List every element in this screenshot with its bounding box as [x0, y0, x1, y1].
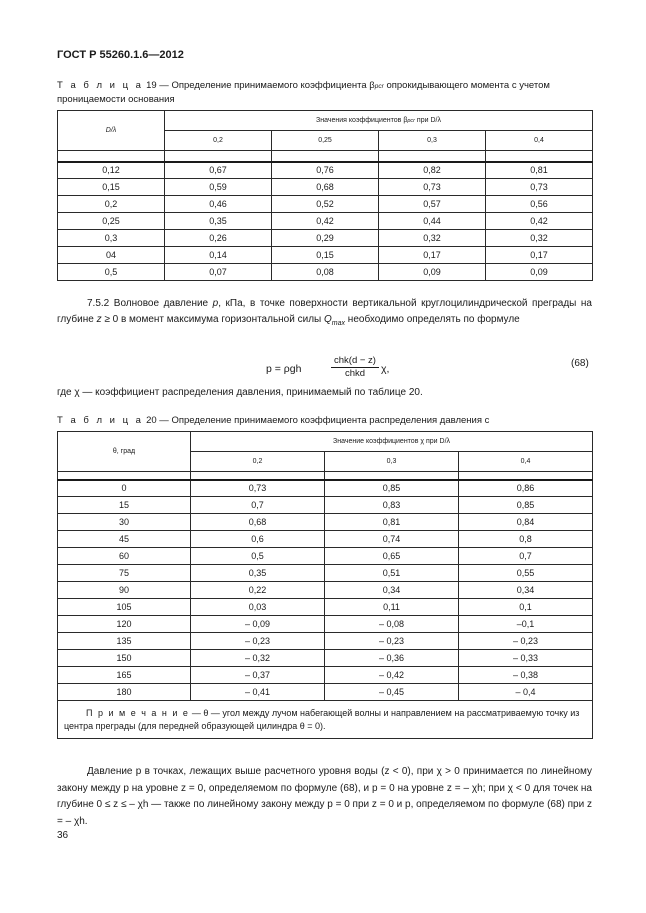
table-cell: 0,68: [272, 179, 379, 196]
table-row: [58, 650, 593, 667]
table-cell: 0,35: [165, 213, 272, 230]
table-row: [58, 480, 593, 497]
table19: [57, 110, 593, 281]
table-cell: – 0,23: [459, 633, 593, 650]
table19-col-header: 0,25: [272, 131, 379, 151]
table-cell: 0,34: [325, 582, 459, 599]
table-cell: 0,82: [379, 162, 486, 179]
table-cell: 0,29: [272, 230, 379, 247]
table-cell: 0,8: [459, 531, 593, 548]
table-row: [58, 213, 593, 230]
table20-group-header: Значение коэффициентов χ при D/λ: [191, 432, 593, 452]
table-row: [58, 196, 593, 213]
table-cell: – 0,45: [325, 684, 459, 701]
formula-numerator: chk(d − z): [331, 355, 379, 368]
table19-col-header: 0,4: [486, 131, 593, 151]
table-cell: 04: [58, 247, 165, 264]
table19-caption-text: 19 — Определение принимаемого коэффициента β: [146, 80, 375, 91]
table-row: [58, 616, 593, 633]
table-cell: 0,35: [191, 565, 325, 582]
formula-rhs: χ,: [381, 363, 390, 375]
table-row: [58, 179, 593, 196]
table-row: [58, 230, 593, 247]
table-cell: –0,1: [459, 616, 593, 633]
table-cell: 180: [58, 684, 191, 701]
table-cell: 0,11: [325, 599, 459, 616]
table-cell: 0: [58, 480, 191, 497]
table-row: [58, 264, 593, 281]
table-cell: 0,81: [325, 514, 459, 531]
table-cell: 0,67: [165, 162, 272, 179]
table-cell: 0,03: [191, 599, 325, 616]
table-cell: 0,2: [58, 196, 165, 213]
table-cell: 0,15: [272, 247, 379, 264]
table-cell: 0,09: [379, 264, 486, 281]
table-cell: 0,73: [486, 179, 593, 196]
equation-number: (68): [571, 358, 589, 369]
table20-col-header: 0,3: [325, 452, 459, 472]
table-cell: 0,42: [486, 213, 593, 230]
table20: [57, 431, 593, 739]
table-cell: 0,22: [191, 582, 325, 599]
table20-col1-header: θ, град: [58, 432, 191, 472]
table-cell: 0,56: [486, 196, 593, 213]
table-row: [58, 565, 593, 582]
table20-caption-lead: Т а б л и ц а: [57, 415, 144, 426]
table-cell: 0,68: [191, 514, 325, 531]
table-cell: 0,3: [58, 230, 165, 247]
table-cell: 0,73: [191, 480, 325, 497]
table-cell: 0,25: [58, 213, 165, 230]
table20-note: П р и м е ч а н и е — θ — угол между лучом набегающей волны и направлением на рассматриваемую точку из центра преграды (для передней образующей цилиндра θ = 0).: [58, 701, 593, 739]
table-cell: 150: [58, 650, 191, 667]
table-cell: 0,74: [325, 531, 459, 548]
table-cell: 0,65: [325, 548, 459, 565]
table-cell: 0,09: [486, 264, 593, 281]
table-cell: 0,26: [165, 230, 272, 247]
table-row: [58, 531, 593, 548]
paragraph-final: Давление p в точках, лежащих выше расчетного уровня воды (z < 0), при χ > 0 принимается по линейному закону между p на уровне z = 0, определяемом по формуле (68), и p = 0 на уровне z = – χh; при χ < 0 для точек на глубине 0 ≤ z ≤ – χh — также по линейному закону между p = 0 при z = 0 и p, определяемом по формуле (68) при z = – χh.: [57, 766, 592, 827]
page-number: 36: [57, 830, 69, 841]
table-cell: – 0,42: [325, 667, 459, 684]
table-cell: 0,46: [165, 196, 272, 213]
table-cell: – 0,33: [459, 650, 593, 667]
table-cell: – 0,38: [459, 667, 593, 684]
table-cell: 0,6: [191, 531, 325, 548]
table-cell: 0,76: [272, 162, 379, 179]
table-cell: 0,07: [165, 264, 272, 281]
table-cell: 0,42: [272, 213, 379, 230]
table-cell: 90: [58, 582, 191, 599]
table-cell: 0,52: [272, 196, 379, 213]
table19-col-header: 0,2: [165, 131, 272, 151]
table19-col1-header: D/λ: [58, 111, 165, 151]
table-cell: – 0,08: [325, 616, 459, 633]
table-cell: 0,34: [459, 582, 593, 599]
table-cell: 0,14: [165, 247, 272, 264]
table-cell: 0,08: [272, 264, 379, 281]
table-cell: 0,84: [459, 514, 593, 531]
table-cell: – 0,37: [191, 667, 325, 684]
table-cell: 165: [58, 667, 191, 684]
table-row: [58, 247, 593, 264]
table-cell: – 0,23: [325, 633, 459, 650]
table-row: [58, 667, 593, 684]
table-cell: – 0,41: [191, 684, 325, 701]
table-cell: 0,17: [379, 247, 486, 264]
formula-denominator: chkd: [344, 368, 366, 379]
table19-caption-lead: Т а б л и ц а: [57, 80, 144, 91]
table20-caption: [57, 414, 592, 427]
table19-group-header: Значения коэффициентов βpcr при D/λ: [165, 111, 593, 131]
table19-col-header: 0,3: [379, 131, 486, 151]
table20-col-header: 0,4: [459, 452, 593, 472]
table-cell: – 0,36: [325, 650, 459, 667]
table-cell: 0,57: [379, 196, 486, 213]
table-row: [58, 582, 593, 599]
table-cell: 0,7: [191, 497, 325, 514]
table19-caption: [57, 79, 592, 106]
table20-caption-text: 20 — Определение принимаемого коэффициента распределения давления c: [146, 415, 490, 426]
table19-caption-sub: pcr: [374, 83, 384, 90]
table19-caption-rest: опрокидывающего момента с учетом проницаемости основания: [57, 80, 550, 105]
table-cell: 60: [58, 548, 191, 565]
table-cell: 0,12: [58, 162, 165, 179]
table-row: [58, 684, 593, 701]
table-cell: 0,59: [165, 179, 272, 196]
table-cell: 75: [58, 565, 191, 582]
table-cell: 45: [58, 531, 191, 548]
table20-col-header: 0,2: [191, 452, 325, 472]
table-cell: 0,73: [379, 179, 486, 196]
table-cell: – 0,23: [191, 633, 325, 650]
table-cell: 0,44: [379, 213, 486, 230]
table-cell: – 0,32: [191, 650, 325, 667]
table-cell: – 0,4: [459, 684, 593, 701]
table-cell: 0,5: [191, 548, 325, 565]
table-cell: 0,85: [459, 497, 593, 514]
table-cell: 0,1: [459, 599, 593, 616]
where-text: где χ — коэффициент распределения давления, принимаемый по таблице 20.: [57, 387, 423, 398]
table-cell: 135: [58, 633, 191, 650]
table-cell: – 0,09: [191, 616, 325, 633]
table-row: [58, 548, 593, 565]
table-row: [58, 599, 593, 616]
table-cell: 0,55: [459, 565, 593, 582]
table-cell: 0,17: [486, 247, 593, 264]
table-row: [58, 514, 593, 531]
table-cell: 0,85: [325, 480, 459, 497]
table-cell: 0,5: [58, 264, 165, 281]
table-row: [58, 162, 593, 179]
table-cell: 0,83: [325, 497, 459, 514]
table-row: [58, 497, 593, 514]
paragraph-7-5-2: 7.5.2 Волновое давление p, кПа, в точке поверхности вертикальной круглоцилиндрической преграды на глубине z ≥ 0 в момент максимума горизонтальной силы $Q_{max}$ необходимо определять по формуле: [57, 298, 592, 327]
table-cell: 120: [58, 616, 191, 633]
table-cell: 0,81: [486, 162, 593, 179]
standard-header: ГОСТ Р 55260.1.6—2012: [57, 49, 184, 61]
table-cell: 30: [58, 514, 191, 531]
table-row: [58, 633, 593, 650]
table-cell: 0,32: [379, 230, 486, 247]
formula-fraction: [331, 355, 379, 379]
table-cell: 0,32: [486, 230, 593, 247]
table-cell: 15: [58, 497, 191, 514]
table-cell: 0,51: [325, 565, 459, 582]
table-cell: 0,86: [459, 480, 593, 497]
formula-lhs: p = ρgh: [266, 363, 302, 375]
table-cell: 0,15: [58, 179, 165, 196]
table-cell: 105: [58, 599, 191, 616]
table-cell: 0,7: [459, 548, 593, 565]
